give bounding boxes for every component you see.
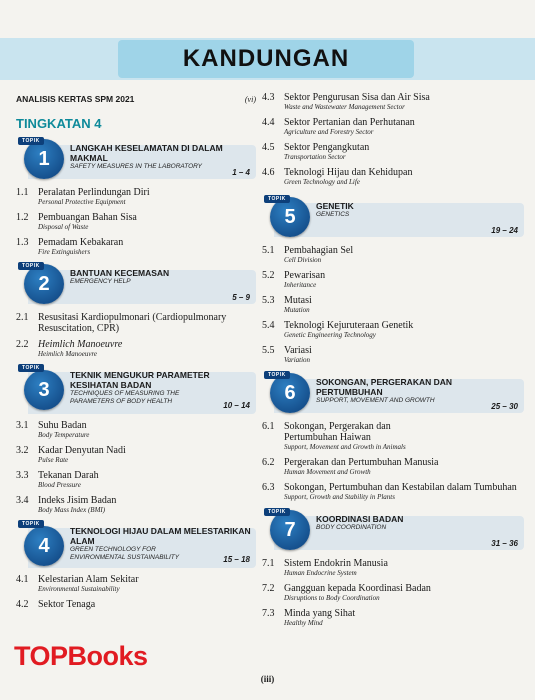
list-item[interactable] (262, 270, 524, 290)
item-subtitle: Pulse Rate (38, 456, 69, 464)
list-item[interactable] (16, 212, 256, 232)
item-number: 1.1 (16, 187, 29, 198)
item-number: 3.1 (16, 420, 29, 431)
topic-pages: 10 – 14 (223, 401, 250, 410)
topic-title: GENETIK (316, 201, 354, 211)
topic-tag: TOPIK (18, 137, 44, 145)
list-item[interactable] (16, 237, 256, 257)
topic-text (70, 268, 252, 286)
page-title: KANDUNGAN (182, 45, 350, 72)
list-item[interactable] (262, 482, 524, 502)
list-item[interactable] (16, 470, 256, 490)
item-subtitle: Environmental Sustainability (38, 585, 120, 593)
list-item[interactable] (262, 245, 524, 265)
item-number: 7.3 (262, 608, 275, 619)
topbooks-logo (14, 641, 148, 672)
item-title: Teknologi Kejuruteraan Genetik (284, 320, 414, 331)
topic-title: KOORDINASI BADAN (316, 514, 404, 524)
item-subtitle: Heimlich Manoeuvre (38, 350, 98, 358)
item-title: Peralatan Perlindungan Diri (38, 187, 150, 198)
topic-tag: TOPIK (264, 371, 290, 379)
item-subtitle: Disruptions to Body Coordination (284, 594, 380, 602)
item-title: Kadar Denyutan Nadi (38, 445, 126, 456)
item-subtitle: Variation (284, 356, 311, 364)
item-title: Pembahagian Sel (284, 245, 354, 256)
topic-header-7[interactable] (262, 508, 524, 554)
item-title: Sektor Pengangkutan (284, 142, 370, 153)
topic-header-6[interactable] (262, 371, 524, 417)
item-title: Variasi (284, 345, 312, 356)
item-number: 4.6 (262, 167, 275, 178)
item-title: Sektor Tenaga (38, 599, 96, 610)
list-item[interactable] (262, 117, 524, 137)
item-subtitle: Disposal of Waste (38, 223, 89, 231)
item-number: 2.2 (16, 339, 29, 350)
topic-pages: 15 – 18 (223, 555, 250, 564)
topic-text (70, 143, 252, 171)
item-subtitle: Green Technology and Life (284, 178, 360, 186)
item-number: 6.2 (262, 457, 275, 468)
item-subtitle: Mutation (284, 306, 310, 314)
section-heading: TINGKATAN 4 (16, 116, 102, 131)
item-number: 7.2 (262, 583, 275, 594)
item-title: Pemadam Kebakaran (38, 237, 124, 248)
item-title: Sokongan, Pertumbuhan dan Kestabilan dalam Tumbuhan (284, 482, 517, 493)
topic-header-3[interactable] (16, 364, 256, 416)
list-item[interactable] (16, 445, 256, 465)
list-item[interactable] (16, 420, 256, 440)
item-subtitle: Transportation Sector (284, 153, 346, 161)
item-title: Tekanan Darah (38, 470, 99, 481)
page-number: (iii) (260, 674, 275, 684)
logo-books: Books (67, 641, 148, 671)
topic-title: LANGKAH KESELAMATAN DI DALAM MAKMAL (70, 143, 223, 163)
item-title: Kelestarian Alam Sekitar (38, 574, 139, 585)
topic-number-badge: 1 (24, 139, 64, 179)
item-number: 2.1 (16, 312, 29, 323)
item-number: 4.4 (262, 117, 275, 128)
item-subtitle: Body Temperature (38, 431, 90, 439)
list-item[interactable] (262, 167, 524, 187)
topic-subtitle: SUPPORT, MOVEMENT AND GROWTH (316, 397, 435, 404)
item-title: Sokongan, Pergerakan dan Pertumbuhan Haiwan (284, 421, 391, 443)
topic-pages: 5 – 9 (232, 293, 250, 302)
topic-pages: 19 – 24 (491, 226, 518, 235)
list-item[interactable] (16, 312, 256, 334)
item-subtitle: Human Endocrine System (284, 569, 357, 577)
title-box (118, 40, 414, 78)
item-number: 4.3 (262, 92, 275, 103)
topic-number-badge: 7 (270, 510, 310, 550)
item-subtitle: Personal Protective Equipment (38, 198, 126, 206)
list-item[interactable] (262, 295, 524, 315)
topic-number-badge: 3 (24, 370, 64, 410)
item-subtitle: Healthy Mind (284, 619, 323, 627)
item-number: 7.1 (262, 558, 275, 569)
item-number: 6.3 (262, 482, 275, 493)
analisis-label: ANALISIS KERTAS SPM 2021 (16, 94, 135, 104)
topic-title: TEKNOLOGI HIJAU DALAM MELESTARIKAN ALAM (70, 526, 251, 546)
item-title: Sektor Pertanian dan Perhutanan (284, 117, 415, 128)
topic-number-badge: 6 (270, 373, 310, 413)
topic-subtitle: GENETICS (316, 211, 350, 218)
list-item[interactable] (262, 345, 524, 365)
item-title: Pewarisan (284, 270, 326, 281)
topic-tag: TOPIK (18, 262, 44, 270)
topic-header-4[interactable] (16, 520, 256, 570)
list-item[interactable] (16, 187, 256, 207)
topic-subtitle: EMERGENCY HELP (70, 278, 131, 285)
left-column (16, 92, 256, 615)
right-column (262, 92, 524, 633)
item-subtitle: Fire Extinguishers (38, 248, 91, 256)
list-item[interactable] (16, 495, 256, 515)
topic-header-2[interactable] (16, 262, 256, 308)
topic-subtitle: SAFETY MEASURES IN THE LABORATORY (70, 163, 202, 170)
topic-number-badge: 4 (24, 526, 64, 566)
topic-tag: TOPIK (264, 508, 290, 516)
topic-pages: 31 – 36 (491, 539, 518, 548)
item-subtitle: Waste and Wastewater Management Sector (284, 103, 405, 111)
topic-text (316, 514, 520, 532)
list-item[interactable] (262, 608, 524, 628)
list-item[interactable] (16, 339, 256, 359)
item-number: 3.4 (16, 495, 29, 506)
list-item[interactable] (262, 457, 524, 477)
analisis-row[interactable] (16, 94, 256, 104)
item-subtitle: Body Mass Index (BMI) (38, 506, 106, 514)
item-title: Sektor Pengurusan Sisa dan Air Sisa (284, 92, 430, 103)
topic-title: TEKNIK MENGUKUR PARAMETER KESIHATAN BADAN (70, 370, 210, 390)
list-item[interactable] (16, 574, 256, 594)
item-title: Pembuangan Bahan Sisa (38, 212, 137, 223)
item-title: Minda yang Sihat (284, 608, 356, 619)
item-number: 6.1 (262, 421, 275, 432)
item-number: 5.1 (262, 245, 275, 256)
item-title: Pergerakan dan Pertumbuhan Manusia (284, 457, 439, 468)
item-number: 4.1 (16, 574, 29, 585)
logo-top: TOP (14, 641, 68, 671)
topic-tag: TOPIK (264, 195, 290, 203)
list-item[interactable] (262, 320, 524, 340)
item-number: 5.3 (262, 295, 275, 306)
topic-title: SOKONGAN, PERGERAKAN DAN PERTUMBUHAN (316, 377, 453, 397)
item-number: 4.2 (16, 599, 29, 610)
item-subtitle: Blood Pressure (38, 481, 81, 489)
topic-pages: 25 – 30 (491, 402, 518, 411)
list-item[interactable] (262, 142, 524, 162)
topic-header-1[interactable] (16, 137, 256, 183)
item-title: Heimlich Manoeuvre (38, 339, 123, 350)
item-title: Indeks Jisim Badan (38, 495, 117, 506)
item-title: Sistem Endokrin Manusia (284, 558, 388, 569)
list-item[interactable] (262, 558, 524, 578)
item-number: 5.5 (262, 345, 275, 356)
analisis-page: (vi) (244, 95, 256, 104)
header-banner (0, 38, 535, 80)
item-title: Suhu Badan (38, 420, 87, 431)
item-title: Mutasi (284, 295, 312, 306)
topic-header-5[interactable] (262, 195, 524, 241)
list-item[interactable] (262, 583, 524, 603)
topic-number-badge: 5 (270, 197, 310, 237)
item-number: 1.3 (16, 237, 29, 248)
item-subtitle: Agriculture and Forestry Sector (284, 128, 374, 136)
topic-subtitle: TECHNIQUES OF MEASURING THE PARAMETERS OF BODY HEALTH (70, 390, 180, 405)
item-number: 5.4 (262, 320, 275, 331)
list-item[interactable] (16, 599, 256, 610)
item-title: Gangguan kepada Koordinasi Badan (284, 583, 431, 594)
item-subtitle: Cell Division (284, 256, 322, 264)
item-title: Teknologi Hijau dan Kehidupan (284, 167, 413, 178)
item-subtitle: Genetic Engineering Technology (284, 331, 376, 339)
item-title: Resusitasi Kardiopulmonari (Cardiopulmonary Resuscitation, CPR) (38, 312, 227, 334)
item-number: 1.2 (16, 212, 29, 223)
topic-number-badge: 2 (24, 264, 64, 304)
item-subtitle: Support, Growth and Stability in Plants (284, 493, 395, 501)
item-number: 3.2 (16, 445, 29, 456)
topic-text (316, 377, 520, 405)
topic-title: BANTUAN KECEMASAN (70, 268, 170, 278)
item-subtitle: Human Movement and Growth (284, 468, 371, 476)
list-item[interactable] (262, 92, 524, 112)
item-number: 4.5 (262, 142, 275, 153)
topic-text (316, 201, 520, 219)
topic-pages: 1 – 4 (232, 168, 250, 177)
topic-tag: TOPIK (18, 364, 44, 372)
topic-subtitle: BODY COORDINATION (316, 524, 387, 531)
list-item[interactable] (262, 421, 524, 452)
item-subtitle: Inheritance (284, 281, 317, 289)
item-number: 5.2 (262, 270, 275, 281)
topic-tag: TOPIK (18, 520, 44, 528)
item-subtitle: Support, Movement and Growth in Animals (284, 443, 406, 451)
item-number: 3.3 (16, 470, 29, 481)
topic-subtitle: GREEN TECHNOLOGY FOR ENVIRONMENTAL SUSTAINABILITY (70, 546, 180, 561)
